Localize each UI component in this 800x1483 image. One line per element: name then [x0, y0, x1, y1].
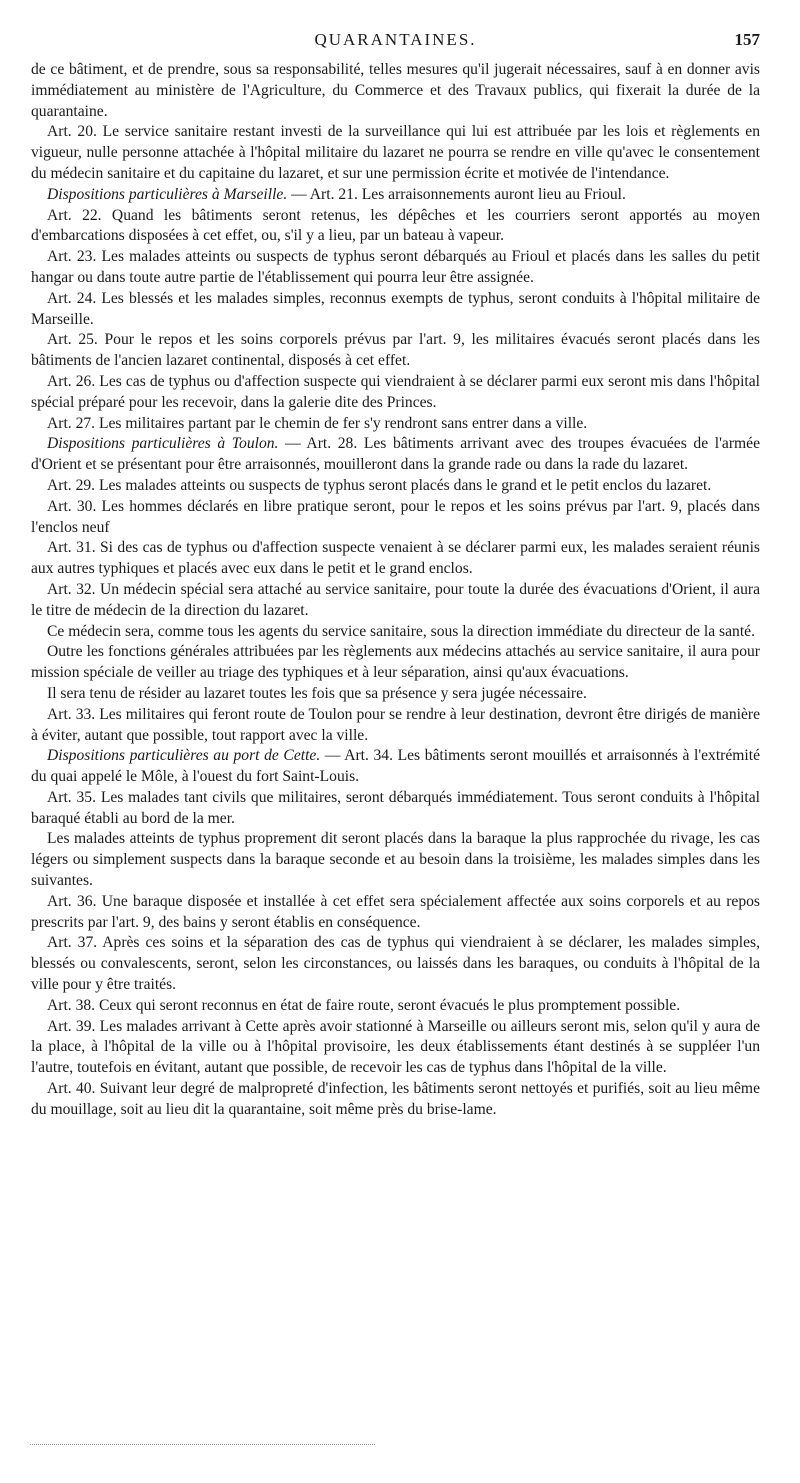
paragraph-text: Art. 30. Les hommes déclarés en libre pratique seront, pour le repos et les soins prévus par l'art. 9, placés dans l'enclos neuf: [31, 497, 760, 536]
section-heading: Dispositions particulières à Marseille.: [47, 185, 288, 203]
paragraph-text: — Art. 34. Les bâtiments seront mouillés et arraisonnés à l'extrémité du quai appelé le Môle, à l'ouest du fort Saint-Louis.: [31, 747, 761, 786]
paragraph: [31, 497, 760, 539]
paragraph: [31, 933, 760, 995]
paragraph-text: Les malades atteints de typhus proprement dit seront placés dans la baraque la plus rapprochée du rivage, les cas légers ou simplement suspects dans la baraque seconde et au besoin dans la troisième, les malades simples dans les suivantes.: [31, 830, 760, 890]
paragraph-text: Il sera tenu de résider au lazaret toutes les fois que sa présence y sera jugée nécessaire.: [47, 684, 587, 702]
footer-rule: [30, 1444, 375, 1445]
page-header: [31, 30, 760, 60]
paragraph: [31, 247, 760, 289]
paragraph: [31, 434, 760, 476]
paragraph-text: Art. 37. Après ces soins et la séparation des cas de typhus qui viendraient à se déclarer, les malades simples, blessés ou convalescents, seront, selon les circonstances, ou laissés dans les baraques, ou conduits à l'hôpital de la ville pour y être traités.: [31, 934, 760, 994]
paragraph: [31, 372, 760, 414]
paragraph: [31, 206, 760, 248]
paragraph-text: Art. 40. Suivant leur degré de malpropreté d'infection, les bâtiments seront nettoyés et purifiés, soit au lieu même du mouillage, soit au lieu dit la quarantaine, soit même près du brise-lame.: [31, 1080, 760, 1118]
paragraph: [31, 1079, 760, 1121]
paragraph-text: Art. 29. Les malades atteints ou suspects de typhus seront placés dans le grand et le petit enclos du lazaret.: [47, 476, 712, 494]
paragraph-text: — Art. 21. Les arraisonnements auront lieu au Frioul.: [287, 185, 626, 203]
paragraph: [31, 185, 760, 206]
paragraph-text: — Art. 28. Les bâtiments arrivant avec des troupes évacuées de l'armée d'Orient et se présentant pour être arraisonnés, mouilleront dans la grande rade ou dans la rade du lazaret.: [31, 435, 760, 474]
paragraph: [31, 330, 760, 372]
paragraph-text: Art. 35. Les malades tant civils que militaires, seront débarqués immédiatement. Tous seront conduits à l'hôpital baraqué établi au bord de la mer.: [31, 788, 760, 827]
paragraph: [31, 892, 760, 934]
paragraph-text: Art. 31. Si des cas de typhus ou d'affection suspecte venaient à se déclarer parmi eux, les malades seraient réunis aux autres typhiques et placés avec eux dans le petit et le grand enclos.: [31, 539, 760, 578]
running-title: QUARANTAINES.: [314, 30, 477, 49]
paragraph-text: Art. 23. Les malades atteints ou suspects de typhus seront débarqués au Frioul et placés dans les salles du petit hangar ou dans toute autre partie de l'établissement qui pourra leur être assignée.: [31, 248, 760, 286]
paragraph-text: Art. 22. Quand les bâtiments seront retenus, les dépêches et les courriers seront apportés au moyen d'embarcations disposées à cet effet, ou, s'il y a lieu, par un bateau à vapeur.: [31, 206, 760, 245]
paragraph: [31, 788, 760, 830]
document-body: [31, 60, 760, 1121]
paragraph-text: Art. 26. Les cas de typhus ou d'affection suspecte qui viendraient à se déclarer parmi eux seront mis dans l'hôpital spécial préparé pour les recevoir, dans la galerie dite des Princes.: [31, 372, 760, 411]
page-number: 157: [734, 30, 760, 49]
paragraph-text: Art. 39. Les malades arrivant à Cette après avoir stationné à Marseille ou ailleurs seront mis, selon qu'il y aura de la place, à l'hôpital de la ville ou à l'hôpital provisoire, les deux établissements étant destinés à se suppléer l'un l'autre, toutefois en évitant, autant que possible, de recevoir les cas de typhus dans l'hôpital de la ville.: [31, 1017, 760, 1077]
paragraph: [31, 60, 760, 122]
paragraph-text: Art. 36. Une baraque disposée et installée à cet effet sera spécialement affectée aux soins corporels et au repos prescrits par l'art. 9, des bains y seront établis en conséquence.: [31, 892, 760, 931]
paragraph: [31, 642, 760, 684]
paragraph-text: Ce médecin sera, comme tous les agents du service sanitaire, sous la direction immédiate du directeur de la santé.: [47, 622, 755, 640]
paragraph: [31, 538, 760, 580]
paragraph-text: Art. 38. Ceux qui seront reconnus en état de faire route, seront évacués le plus promptement possible.: [47, 996, 681, 1014]
paragraph: [31, 476, 760, 497]
paragraph: [31, 705, 760, 747]
paragraph: [31, 289, 760, 331]
paragraph: [31, 996, 760, 1017]
paragraph-text: Art. 27. Les militaires partant par le chemin de fer s'y rendront sans entrer dans a ville.: [47, 414, 588, 432]
paragraph-text: Art. 33. Les militaires qui feront route de Toulon pour se rendre à leur destination, devront être dirigés de manière à éviter, autant que possible, tout rapport avec la ville.: [31, 705, 760, 744]
paragraph: [31, 1017, 760, 1079]
paragraph-text: Art. 20. Le service sanitaire restant investi de la surveillance qui lui est attribuée par les lois et règlements en vigueur, nulle personne attachée à l'hôpital militaire du lazaret ne pourra se rendre en ville qu'avec le consentement du médecin sanitaire et du capitaine du lazaret, et sur une permission écrite et motivée de l'intendance.: [31, 123, 760, 182]
paragraph-text: Art. 25. Pour le repos et les soins corporels prévus par l'art. 9, les militaires évacués seront placés dans les bâtiments de l'ancien lazaret continental, disposés à cet effet.: [31, 331, 760, 370]
paragraph-text: de ce bâtiment, et de prendre, sous sa responsabilité, telles mesures qu'il jugerait nécessaires, sauf à en donner avis immédiatement au ministère de l'Agriculture, du Commerce et des Travaux publics, qui fixerait la durée de la quarantaine.: [31, 61, 760, 120]
paragraph-text: Art. 32. Un médecin spécial sera attaché au service sanitaire, pour toute la durée des évacuations d'Orient, il aura le titre de médecin de la direction du lazaret.: [31, 580, 760, 619]
paragraph-text: Outre les fonctions générales attribuées par les règlements aux médecins attachés au service sanitaire, il aura pour mission spéciale de veiller au triage des typhiques et à leur séparation, ainsi qu'aux évacuations.: [31, 643, 760, 682]
paragraph-text: Art. 24. Les blessés et les malades simples, reconnus exempts de typhus, seront conduits à l'hôpital militaire de Marseille.: [31, 289, 760, 328]
paragraph: [31, 622, 760, 643]
section-heading: Dispositions particulières à Toulon.: [47, 435, 279, 453]
paragraph: [31, 684, 760, 705]
paragraph: [31, 580, 760, 622]
paragraph: [31, 414, 760, 435]
section-heading: Dispositions particulières au port de Cette.: [47, 747, 321, 765]
paragraph: [31, 829, 760, 891]
paragraph: [31, 746, 760, 788]
paragraph: [31, 122, 760, 184]
